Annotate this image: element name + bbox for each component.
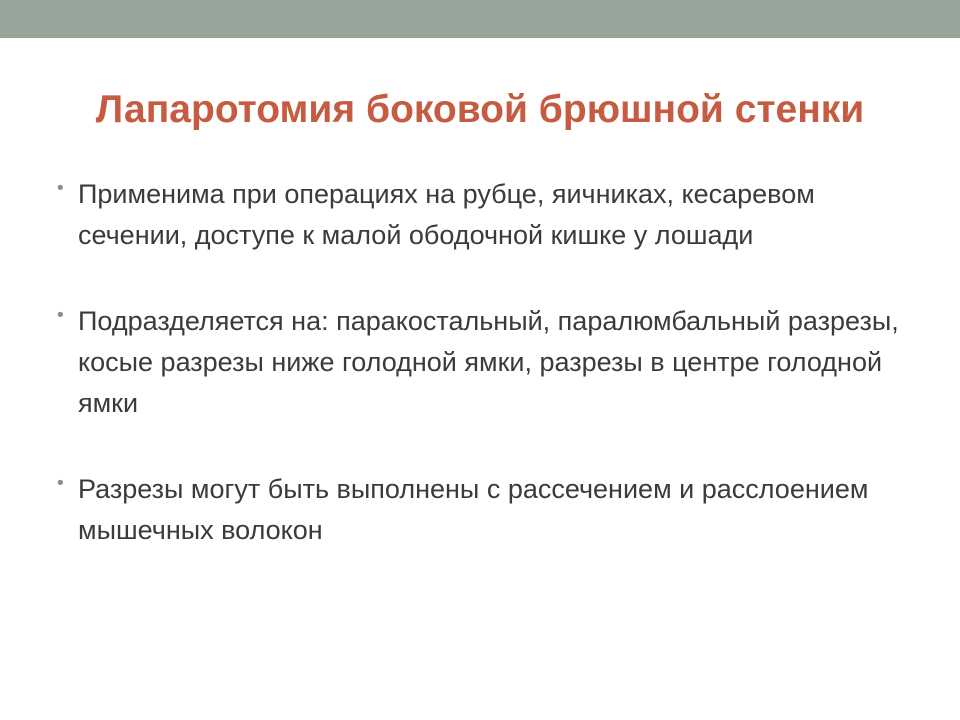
bullet-text: Подразделяется на: паракостальный, паралюмбальный разрезы, косые разрезы ниже голодной ямки, разрезы в центре голодной ямки bbox=[78, 306, 899, 418]
bullet-text: Применима при операциях на рубце, яичниках, кесаревом сечении, доступе к малой ободочной кишке у лошади bbox=[78, 179, 815, 250]
bullet-dot-icon: • bbox=[57, 305, 64, 326]
bullet-item bbox=[57, 174, 917, 256]
slide-title: Лапаротомия боковой брюшной стенки bbox=[95, 88, 865, 131]
top-accent-band bbox=[0, 0, 960, 38]
bullet-item bbox=[57, 469, 917, 551]
bullet-list bbox=[57, 174, 917, 551]
bullet-text: Разрезы могут быть выполнены с рассечением и расслоением мышечных волокон bbox=[78, 474, 869, 545]
bullet-item bbox=[57, 301, 917, 424]
bullet-dot-icon: • bbox=[57, 178, 64, 199]
bullet-dot-icon: • bbox=[57, 473, 64, 494]
